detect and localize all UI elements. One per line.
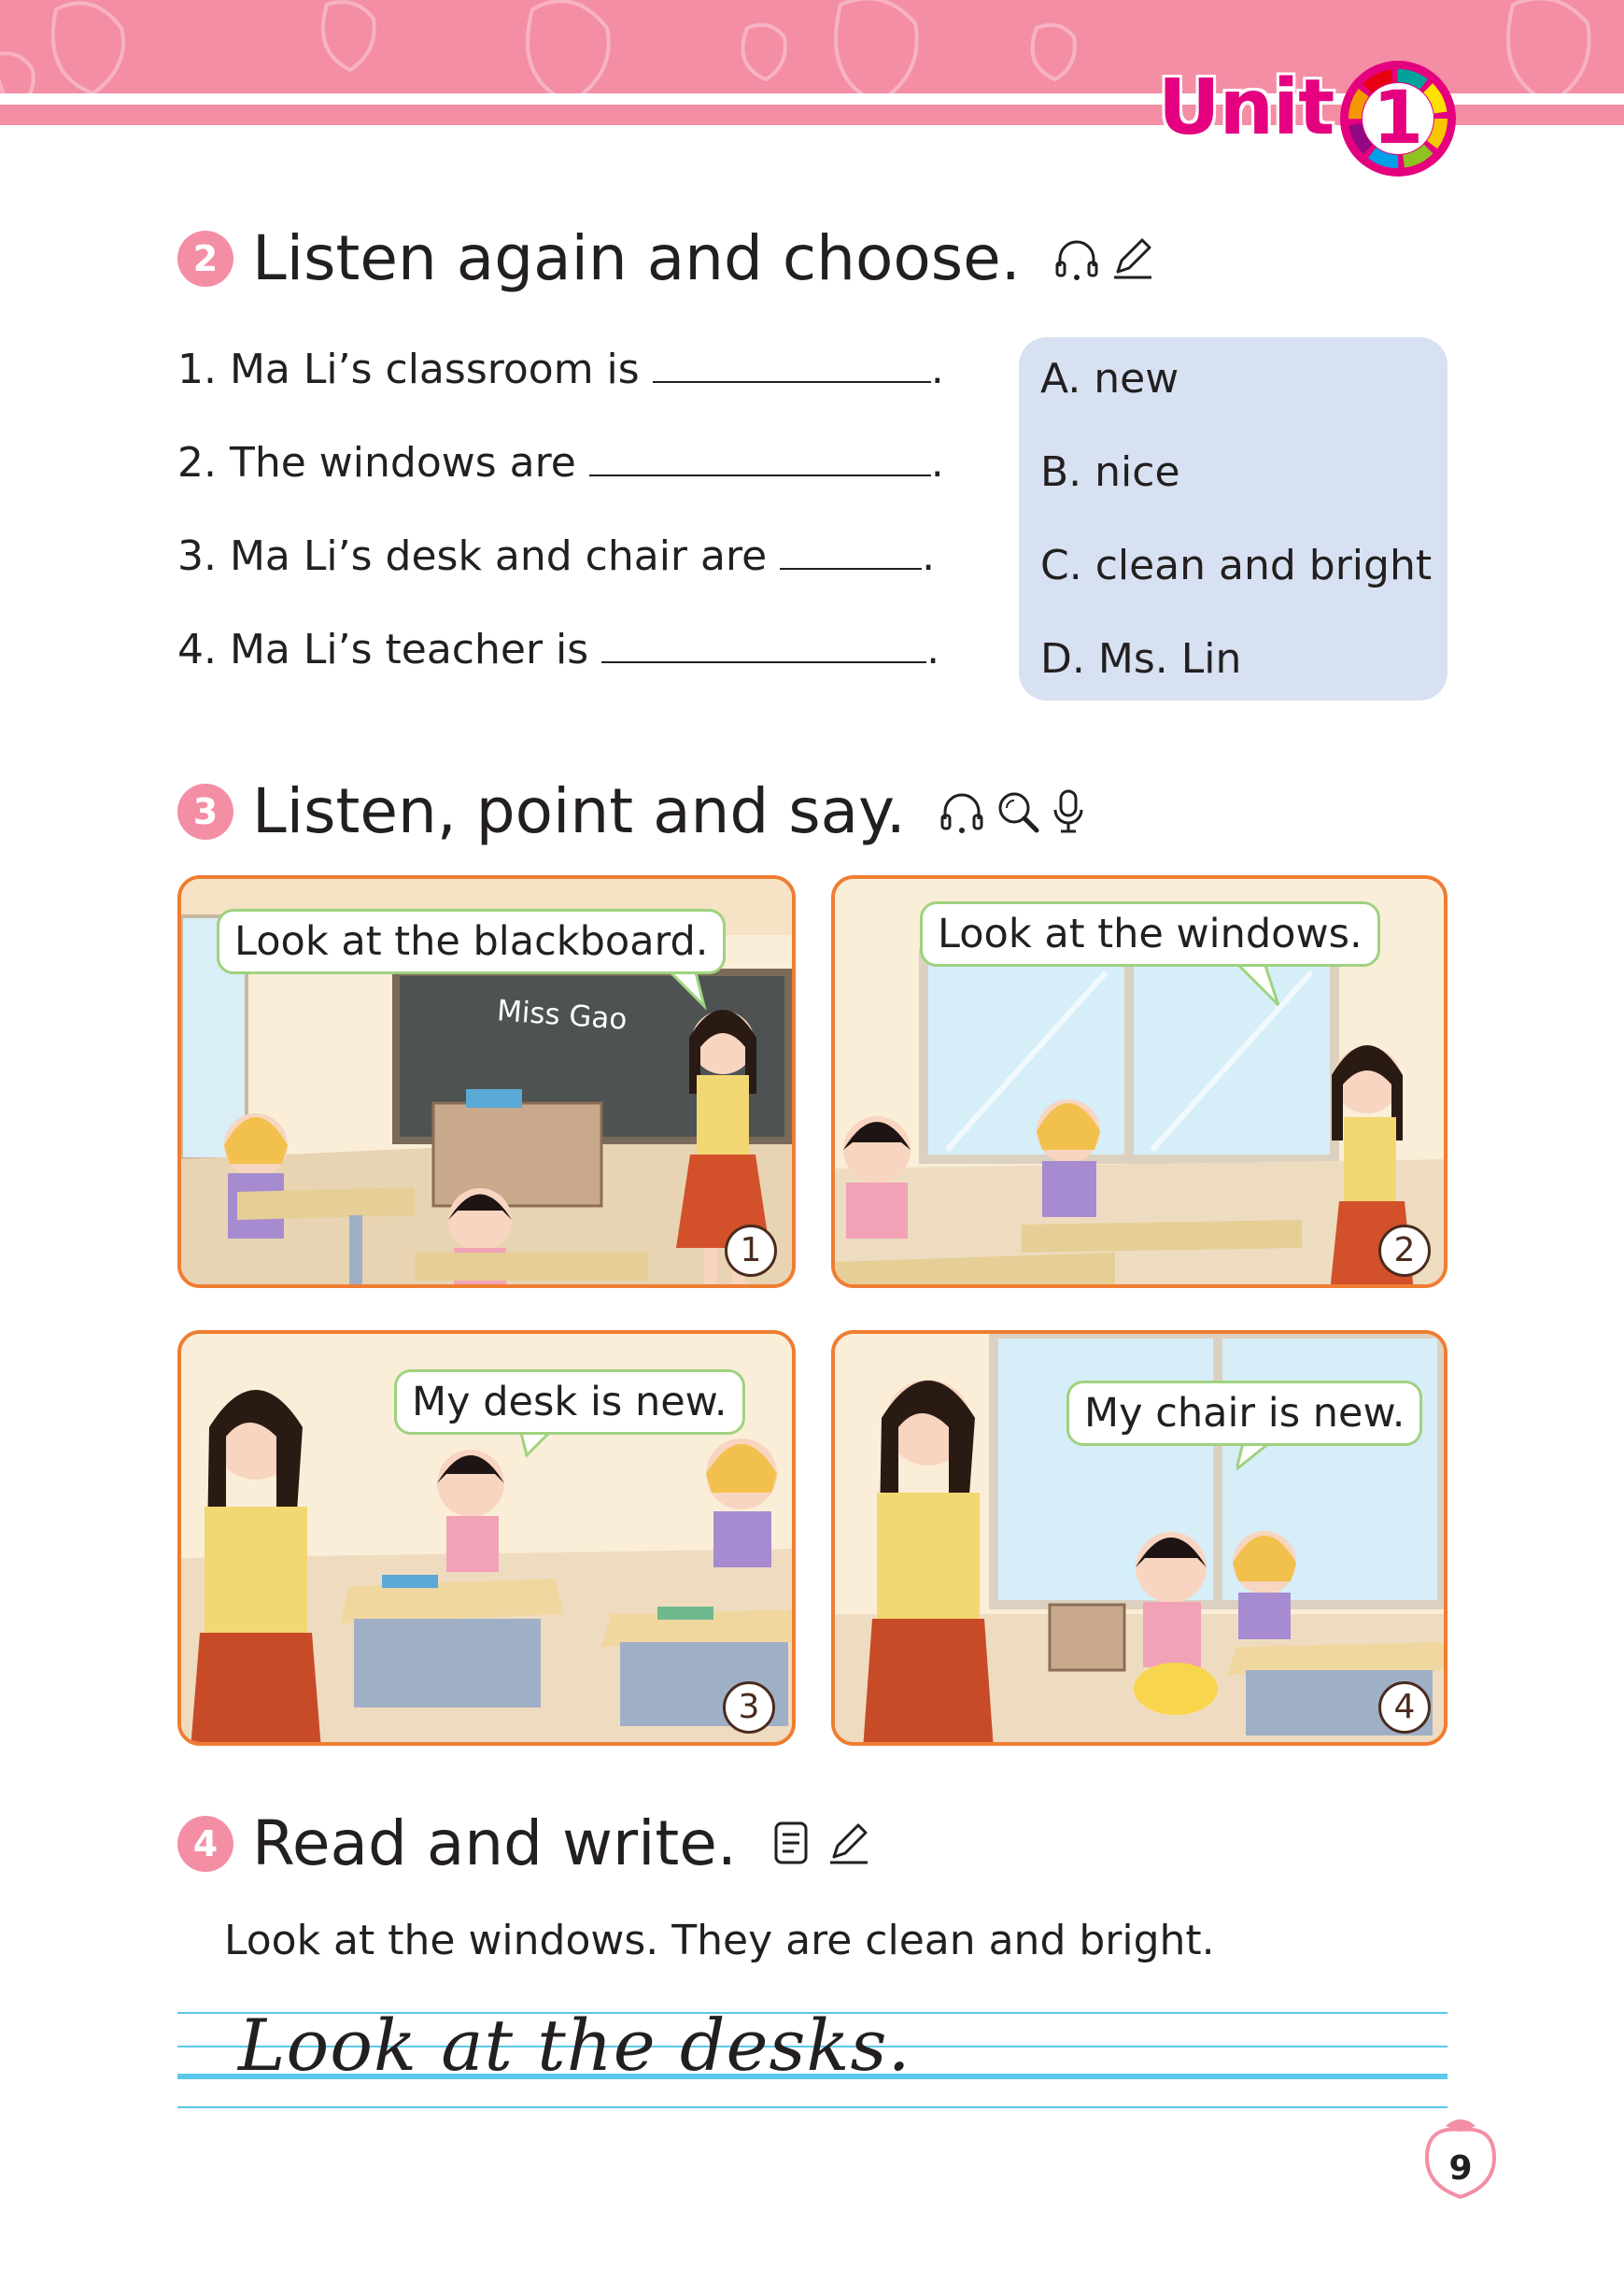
answer-blank[interactable] bbox=[653, 344, 931, 383]
option-b[interactable]: B. nice bbox=[1040, 448, 1180, 496]
option-d[interactable]: D. Ms. Lin bbox=[1040, 635, 1242, 683]
question-text: 3. Ma Li’s desk and chair are bbox=[177, 532, 768, 580]
unit-label: Unit bbox=[1158, 64, 1335, 152]
strawberry-icon bbox=[323, 2, 374, 70]
answer-blank[interactable] bbox=[601, 624, 926, 663]
unit-number: 1 bbox=[1372, 77, 1424, 161]
panel-number-badge: 2 bbox=[1378, 1225, 1431, 1277]
options-box bbox=[1019, 337, 1447, 701]
headphones-icon bbox=[938, 787, 986, 836]
question-item: 4. Ma Li’s teacher is . bbox=[177, 626, 940, 673]
activity-icons bbox=[1052, 234, 1157, 283]
speech-bubble: My desk is new. bbox=[394, 1369, 745, 1435]
comic-panel-3 bbox=[177, 1330, 796, 1746]
unit-badge bbox=[1158, 58, 1466, 179]
speech-bubble-tail bbox=[1236, 963, 1283, 1010]
section-title: Read and write. bbox=[252, 1807, 737, 1879]
answer-blank[interactable] bbox=[780, 531, 922, 570]
writing-line bbox=[177, 2106, 1447, 2108]
pencil-icon bbox=[1109, 234, 1157, 283]
panel-number-badge: 4 bbox=[1378, 1681, 1431, 1734]
question-list bbox=[177, 342, 943, 715]
page-number: 9 bbox=[1448, 2149, 1473, 2188]
strawberry-icon bbox=[1033, 25, 1075, 79]
microphone-icon bbox=[1050, 787, 1087, 836]
section-4-heading bbox=[177, 1807, 873, 1879]
section-number-badge: 3 bbox=[177, 784, 233, 840]
strawberry-icon bbox=[528, 1, 609, 103]
magnifier-icon bbox=[994, 787, 1042, 836]
notes-icon bbox=[769, 1820, 817, 1868]
strawberry-icon bbox=[743, 25, 785, 79]
comic-panel-4 bbox=[831, 1330, 1447, 1746]
blackboard-text: Miss Gao bbox=[495, 994, 628, 1037]
speech-bubble: Look at the windows. bbox=[920, 901, 1380, 967]
option-c[interactable]: C. clean and bright bbox=[1040, 542, 1433, 589]
question-item: 2. The windows are . bbox=[177, 439, 944, 487]
section-2-heading bbox=[177, 222, 1157, 294]
speech-bubble: Look at the blackboard. bbox=[217, 909, 726, 974]
question-text: 1. Ma Li’s classroom is bbox=[177, 346, 640, 393]
question-item: 3. Ma Li’s desk and chair are . bbox=[177, 532, 936, 580]
student-blonde-figure bbox=[1233, 1531, 1296, 1639]
comic-panel-2 bbox=[831, 875, 1447, 1288]
option-a[interactable]: A. new bbox=[1040, 355, 1179, 403]
handwritten-answer[interactable]: Look at the desks. bbox=[238, 2004, 911, 2087]
strawberry-icon bbox=[53, 3, 123, 93]
speech-bubble: My chair is new. bbox=[1066, 1381, 1422, 1446]
activity-icons bbox=[938, 787, 1087, 836]
answer-blank[interactable] bbox=[589, 437, 931, 476]
model-sentence: Look at the windows. They are clean and bright. bbox=[224, 1917, 1215, 1964]
section-number-badge: 2 bbox=[177, 231, 233, 287]
strawberry-icon bbox=[836, 0, 917, 103]
section-title: Listen, point and say. bbox=[252, 775, 906, 847]
question-item: 1. Ma Li’s classroom is . bbox=[177, 346, 944, 393]
question-text: 4. Ma Li’s teacher is bbox=[177, 626, 589, 673]
section-title: Listen again and choose. bbox=[252, 222, 1021, 294]
pencil-icon bbox=[825, 1820, 873, 1868]
activity-icons bbox=[769, 1820, 873, 1868]
section-number-badge: 4 bbox=[177, 1816, 233, 1872]
strawberry-icon bbox=[1508, 0, 1589, 103]
section-3-heading bbox=[177, 775, 1087, 847]
headphones-icon bbox=[1052, 234, 1101, 283]
panel-number-badge: 3 bbox=[723, 1681, 775, 1734]
speech-bubble-tail bbox=[667, 969, 713, 1015]
question-text: 2. The windows are bbox=[177, 439, 576, 487]
comic-panel-1 bbox=[177, 875, 796, 1288]
panel-number-badge: 1 bbox=[725, 1225, 777, 1277]
